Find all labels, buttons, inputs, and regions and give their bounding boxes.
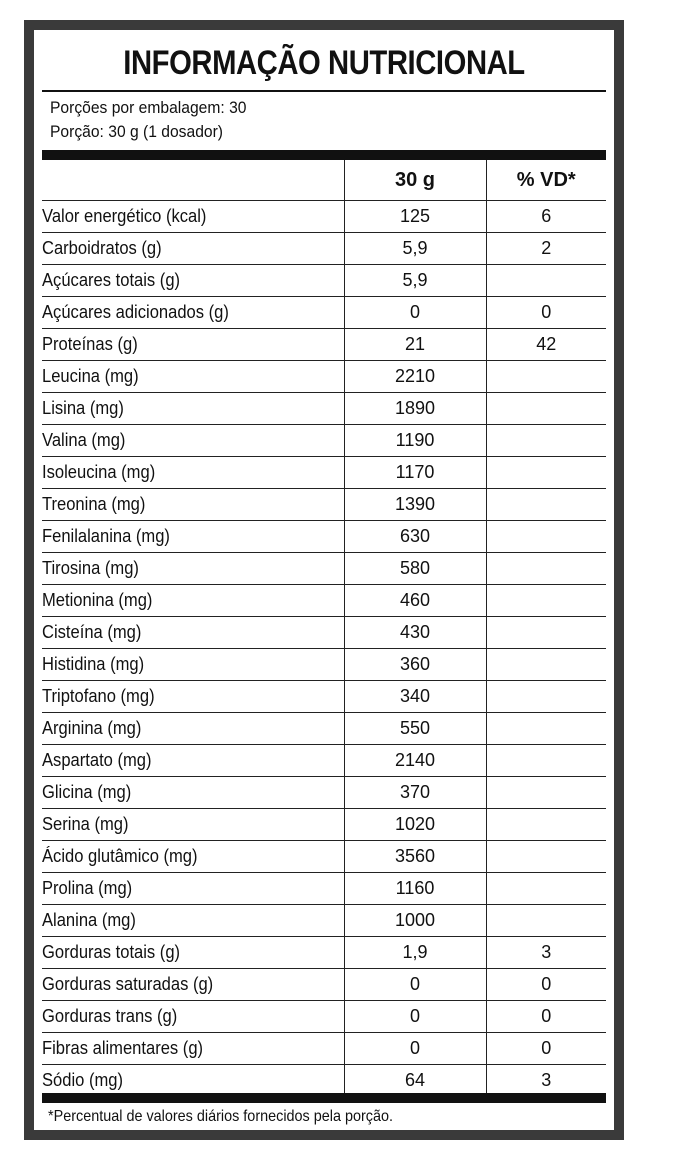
nutrient-name-cell xyxy=(42,553,344,585)
nutrient-name: Prolina (mg) xyxy=(42,878,133,898)
nutrient-name-cell xyxy=(42,233,344,265)
nutrient-name-cell xyxy=(42,425,344,457)
nutrient-name-cell xyxy=(42,585,344,617)
column-header-daily-value: % VD* xyxy=(486,160,606,201)
nutrient-name: Triptofano (mg) xyxy=(42,686,155,706)
table-row xyxy=(42,393,606,425)
table-row xyxy=(42,553,606,585)
column-header-nutrient xyxy=(42,160,344,201)
nutrient-name: Valina (mg) xyxy=(42,430,126,450)
table-body xyxy=(42,201,606,1097)
nutrient-amount: 1020 xyxy=(344,809,486,841)
nutrient-daily-value: 42 xyxy=(486,329,606,361)
nutrient-name: Isoleucina (mg) xyxy=(42,462,156,482)
nutrient-name: Carboidratos (g) xyxy=(42,238,162,258)
nutrient-name-cell xyxy=(42,681,344,713)
nutrient-daily-value xyxy=(486,873,606,905)
nutrient-amount: 370 xyxy=(344,777,486,809)
table-row xyxy=(42,1065,606,1097)
nutrient-amount: 5,9 xyxy=(344,265,486,297)
label-title: INFORMAÇÃO NUTRICIONAL xyxy=(123,44,525,82)
nutrient-name-cell xyxy=(42,937,344,969)
nutrient-amount: 580 xyxy=(344,553,486,585)
nutrient-daily-value xyxy=(486,681,606,713)
nutrient-name-cell xyxy=(42,841,344,873)
nutrient-name: Glicina (mg) xyxy=(42,782,132,802)
nutrient-daily-value: 2 xyxy=(486,233,606,265)
table-row xyxy=(42,425,606,457)
nutrient-daily-value xyxy=(486,905,606,937)
nutrient-amount: 125 xyxy=(344,201,486,233)
table-row xyxy=(42,585,606,617)
nutrient-daily-value xyxy=(486,489,606,521)
nutrient-name-cell xyxy=(42,1001,344,1033)
table-row xyxy=(42,905,606,937)
table-row xyxy=(42,233,606,265)
nutrient-daily-value xyxy=(486,809,606,841)
nutrition-table xyxy=(42,160,606,1096)
table-row xyxy=(42,745,606,777)
nutrient-name-cell xyxy=(42,713,344,745)
nutrient-daily-value xyxy=(486,713,606,745)
table-row xyxy=(42,649,606,681)
table-row xyxy=(42,809,606,841)
nutrient-amount: 1000 xyxy=(344,905,486,937)
nutrient-daily-value: 0 xyxy=(486,1001,606,1033)
table-row xyxy=(42,777,606,809)
table-row xyxy=(42,873,606,905)
nutrient-amount: 0 xyxy=(344,969,486,1001)
nutrient-daily-value: 0 xyxy=(486,297,606,329)
nutrient-name-cell xyxy=(42,873,344,905)
nutrient-daily-value xyxy=(486,265,606,297)
nutrient-amount: 3560 xyxy=(344,841,486,873)
table-row xyxy=(42,1001,606,1033)
nutrient-name-cell xyxy=(42,521,344,553)
table-row xyxy=(42,489,606,521)
nutrient-daily-value xyxy=(486,425,606,457)
nutrient-daily-value: 3 xyxy=(486,937,606,969)
table-row xyxy=(42,937,606,969)
nutrient-name: Histidina (mg) xyxy=(42,654,145,674)
nutrient-amount: 360 xyxy=(344,649,486,681)
nutrient-amount: 0 xyxy=(344,1001,486,1033)
nutrient-amount: 0 xyxy=(344,1033,486,1065)
table-row xyxy=(42,297,606,329)
nutrient-daily-value xyxy=(486,521,606,553)
nutrient-name: Gorduras trans (g) xyxy=(42,1006,178,1026)
nutrient-name-cell xyxy=(42,265,344,297)
nutrient-daily-value xyxy=(486,361,606,393)
nutrient-name-cell xyxy=(42,393,344,425)
nutrient-amount: 550 xyxy=(344,713,486,745)
nutrient-amount: 1390 xyxy=(344,489,486,521)
nutrient-name: Gorduras saturadas (g) xyxy=(42,974,214,994)
nutrient-amount: 21 xyxy=(344,329,486,361)
nutrient-name: Arginina (mg) xyxy=(42,718,142,738)
nutrient-name-cell xyxy=(42,905,344,937)
nutrient-name: Treonina (mg) xyxy=(42,494,146,514)
nutrient-name-cell xyxy=(42,617,344,649)
nutrient-name: Proteínas (g) xyxy=(42,334,138,354)
nutrient-amount: 1,9 xyxy=(344,937,486,969)
nutrient-amount: 1190 xyxy=(344,425,486,457)
nutrient-amount: 340 xyxy=(344,681,486,713)
table-row xyxy=(42,681,606,713)
table-row xyxy=(42,1033,606,1065)
nutrient-name: Serina (mg) xyxy=(42,814,129,834)
table-row xyxy=(42,713,606,745)
nutrient-name-cell xyxy=(42,361,344,393)
nutrient-name: Gorduras totais (g) xyxy=(42,942,181,962)
table-row xyxy=(42,265,606,297)
table-row xyxy=(42,201,606,233)
nutrient-daily-value: 3 xyxy=(486,1065,606,1097)
nutrient-name: Açúcares adicionados (g) xyxy=(42,302,229,322)
footer-thick-divider xyxy=(42,1093,606,1103)
column-header-amount: 30 g xyxy=(344,160,486,201)
nutrient-amount: 630 xyxy=(344,521,486,553)
nutrient-daily-value xyxy=(486,777,606,809)
nutrient-name-cell xyxy=(42,777,344,809)
nutrient-daily-value: 0 xyxy=(486,1033,606,1065)
nutrient-name-cell xyxy=(42,969,344,1001)
nutrient-name-cell xyxy=(42,457,344,489)
nutrient-name-cell xyxy=(42,809,344,841)
nutrient-daily-value xyxy=(486,393,606,425)
nutrient-daily-value: 6 xyxy=(486,201,606,233)
nutrient-daily-value: 0 xyxy=(486,969,606,1001)
header-thick-divider xyxy=(42,150,606,160)
nutrient-daily-value xyxy=(486,745,606,777)
nutrient-name-cell xyxy=(42,201,344,233)
nutrient-daily-value xyxy=(486,617,606,649)
servings-per-package: Porções por embalagem: 30 xyxy=(50,98,247,117)
nutrient-daily-value xyxy=(486,841,606,873)
nutrient-amount: 2140 xyxy=(344,745,486,777)
nutrient-amount: 2210 xyxy=(344,361,486,393)
title-divider xyxy=(42,90,606,92)
nutrient-name: Metionina (mg) xyxy=(42,590,153,610)
nutrient-amount: 5,9 xyxy=(344,233,486,265)
nutrient-daily-value xyxy=(486,553,606,585)
table-row xyxy=(42,841,606,873)
table-row xyxy=(42,521,606,553)
table-row xyxy=(42,617,606,649)
nutrient-name-cell xyxy=(42,489,344,521)
nutrient-name: Açúcares totais (g) xyxy=(42,270,181,290)
nutrient-daily-value xyxy=(486,457,606,489)
nutrient-name: Fibras alimentares (g) xyxy=(42,1038,204,1058)
nutrient-name: Ácido glutâmico (mg) xyxy=(42,846,198,866)
nutrient-amount: 430 xyxy=(344,617,486,649)
nutrition-facts-panel xyxy=(24,20,624,1140)
nutrient-name-cell xyxy=(42,1065,344,1097)
nutrient-name: Tirosina (mg) xyxy=(42,558,139,578)
table-row xyxy=(42,329,606,361)
nutrient-amount: 64 xyxy=(344,1065,486,1097)
nutrient-name: Aspartato (mg) xyxy=(42,750,152,770)
nutrient-daily-value xyxy=(486,649,606,681)
nutrient-name-cell xyxy=(42,329,344,361)
table-row xyxy=(42,361,606,393)
nutrient-amount: 1170 xyxy=(344,457,486,489)
nutrient-name: Cisteína (mg) xyxy=(42,622,142,642)
nutrient-name-cell xyxy=(42,1033,344,1065)
nutrient-name: Lisina (mg) xyxy=(42,398,124,418)
nutrient-amount: 1160 xyxy=(344,873,486,905)
nutrient-name-cell xyxy=(42,649,344,681)
nutrient-amount: 0 xyxy=(344,297,486,329)
table-row xyxy=(42,457,606,489)
nutrient-name: Alanina (mg) xyxy=(42,910,136,930)
serving-size: Porção: 30 g (1 dosador) xyxy=(50,122,224,141)
nutrient-name: Valor energético (kcal) xyxy=(42,206,207,226)
nutrient-name: Sódio (mg) xyxy=(42,1070,123,1090)
nutrient-name: Leucina (mg) xyxy=(42,366,139,386)
table-row xyxy=(42,969,606,1001)
nutrient-name: Fenilalanina (mg) xyxy=(42,526,170,546)
nutrient-name-cell xyxy=(42,297,344,329)
nutrient-name-cell xyxy=(42,745,344,777)
table-header-row xyxy=(42,160,606,201)
footnote: *Percentual de valores diários fornecidos pela porção. xyxy=(48,1108,394,1125)
nutrient-amount: 1890 xyxy=(344,393,486,425)
nutrient-amount: 460 xyxy=(344,585,486,617)
nutrient-daily-value xyxy=(486,585,606,617)
